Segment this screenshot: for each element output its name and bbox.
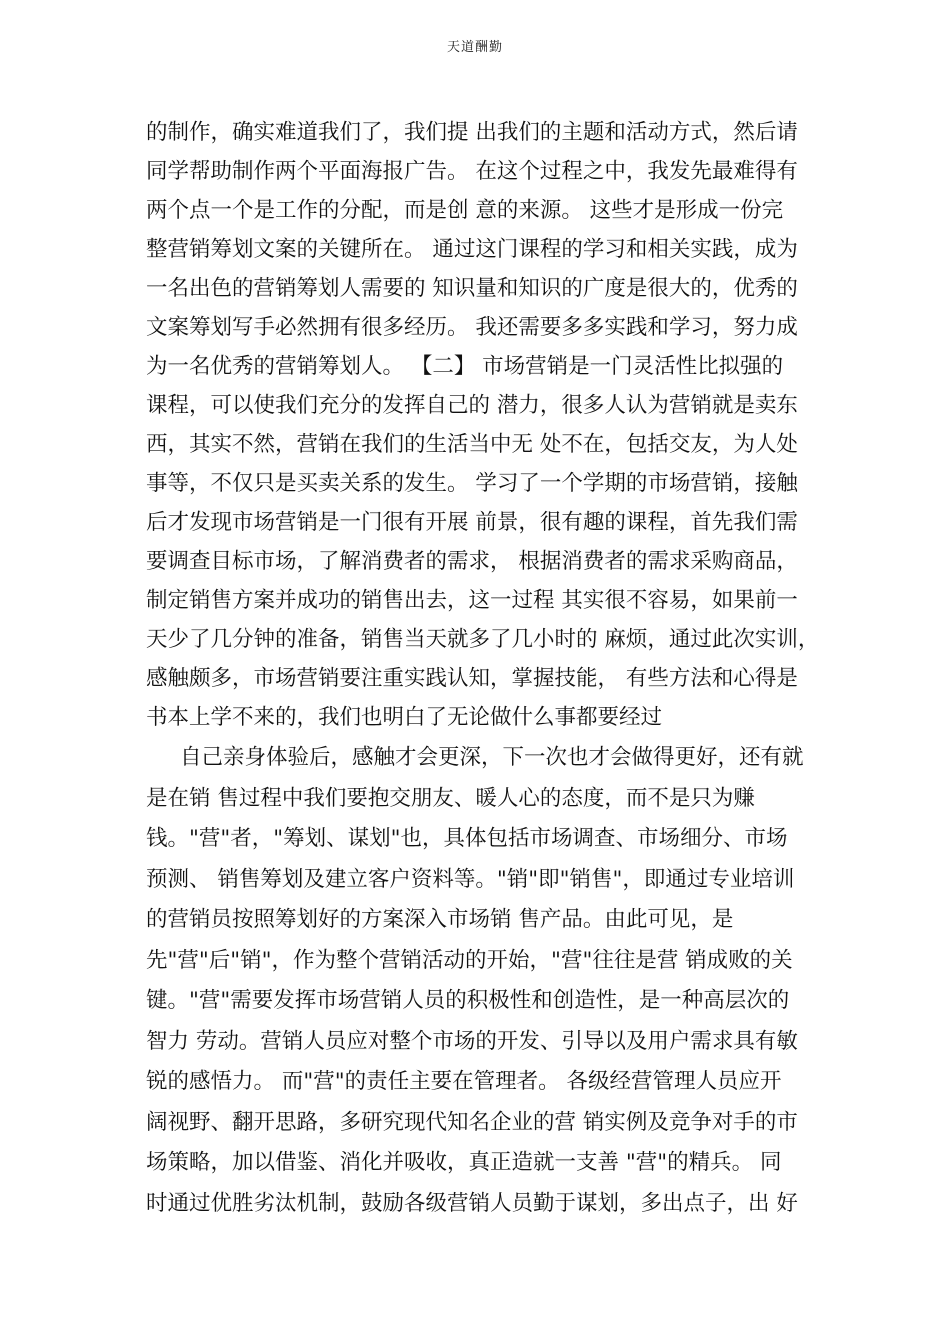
text-line: 课程，可以使我们充分的发挥自己的 潜力，很多人认为营销就是卖东 [146,393,798,418]
text-line: 的营销员按照筹划好的方案深入市场销 售产品。由此可见，是 [146,907,734,932]
text-line: 感触颇多，市场营销要注重实践认知，掌握技能， 有些方法和心得是 [146,666,798,691]
text-line: 自己亲身体验后，感触才会更深，下一次也才会做得更好，还有就 [180,745,804,770]
text-line: 整营销筹划文案的关键所在。 通过这门课程的学习和相关实践，成为 [146,237,798,262]
text-line: 为一名优秀的营销筹划人。 【二】 市场营销是一门灵活性比拟强的 [146,354,784,379]
page-header: 天道酬勤 [446,40,503,55]
text-line: 事等，不仅只是买卖关系的发生。 学习了一个学期的市场营销，接触 [146,471,798,496]
text-line: 的制作，确实难道我们了，我们提 出我们的主题和活动方式，然后请 [146,120,798,145]
text-line: 时通过优胜劣汰机制，鼓励各级营销人员勤于谋划，多出点子，出 好 [146,1190,798,1216]
text-line: 键。"营"需要发挥市场营销人员的积极性和创造性，是一种高层次的 [146,988,790,1013]
text-line: 锐的感悟力。 而"营"的责任主要在管理者。 各级经营管理人员应开 [146,1069,782,1094]
text-line: 阔视野、翻开思路，多研究现代知名企业的营 销实例及竞争对手的市 [146,1109,798,1135]
text-line: 书本上学不来的，我们也明白了无论做什么事都要经过 [146,705,663,730]
text-line: 天少了几分钟的准备，销售当天就多了几小时的 麻烦，通过此次实训， [146,627,820,652]
text-line: 西，其实不然，营销在我们的生活当中无 处不在，包括交友，为人处 [146,432,798,457]
text-line: 钱。"营"者，"筹划、谋划"也，具体包括市场调查、市场细分、市场 [146,826,788,851]
text-line: 一名出色的营销筹划人需要的 知识量和知识的广度是很大的，优秀的 [146,276,798,301]
text-line: 是在销 售过程中我们要抱交朋友、暖人心的态度，而不是只为赚 [146,785,755,811]
text-line: 文案筹划写手必然拥有很多经历。 我还需要多多实践和学习，努力成 [146,315,798,340]
text-line: 先"营"后"销"，作为整个营销活动的开始，"营"往往是营 销成败的关 [146,947,793,973]
text-line: 要调查目标市场，了解消费者的需求， 根据消费者的需求采购商品， [146,549,798,574]
paragraph-1 [146,113,846,737]
text-line: 两个点一个是工作的分配，而是创 意的来源。 这些才是形成一份完 [146,198,784,223]
text-line: 同学帮助制作两个平面海报广告。 在这个过程之中，我发先最难得有 [146,159,798,184]
text-line: 场策略，加以借鉴、消化并吸收，真正造就一支善 "营"的精兵。 同 [146,1150,782,1175]
text-line: 制定销售方案并成功的销售出去，这一过程 其实很不容易，如果前一 [146,588,798,613]
text-line: 后才发现市场营销是一门很有开展 前景，很有趣的课程，首先我们需 [146,510,798,535]
text-line: 预测、 销售筹划及建立客户资料等。"销"即"销售"，即通过专业培训 [146,866,795,892]
paragraph-2 [146,738,846,1224]
text-line: 智力 劳动。营销人员应对整个市场的开发、引导以及用户需求具有敏 [146,1028,798,1054]
